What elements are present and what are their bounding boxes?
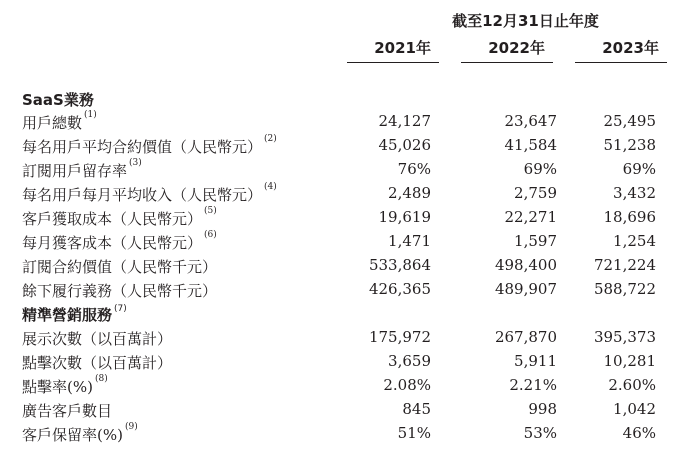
value-2022: 2,759	[514, 184, 557, 202]
year-2021-header: 2021年	[374, 39, 431, 57]
value-2023: 3,432	[613, 184, 656, 202]
value-2022: 267,870	[494, 328, 557, 346]
value-2021: 3,659	[388, 352, 431, 370]
table-row	[0, 208, 695, 232]
year-2022-underline	[461, 62, 553, 63]
value-2021: 1,471	[388, 232, 431, 250]
value-2023: 46%	[622, 424, 656, 442]
row-label: 展示次數（以百萬計）	[22, 330, 173, 348]
value-2021: 2.08%	[383, 376, 431, 394]
value-2022: 498,400	[494, 256, 557, 274]
table-row	[0, 376, 695, 400]
value-2023: 588,722	[593, 280, 656, 298]
value-2023: 1,254	[613, 232, 656, 250]
table-row	[0, 160, 695, 184]
value-2023: 395,373	[593, 328, 656, 346]
value-2023: 69%	[622, 160, 656, 178]
row-label: 客戶獲取成本（人民幣元） $^{(5)}$	[22, 206, 217, 228]
value-2022: 1,597	[514, 232, 557, 250]
value-2022: 22,271	[504, 208, 557, 226]
section-title-saas: SaaS業務	[22, 91, 94, 109]
row-label: 點擊率(%) $^{(8)}$	[22, 374, 108, 396]
value-2022: 23,647	[504, 112, 557, 130]
value-2022: 69%	[523, 160, 557, 178]
value-2023: 18,696	[603, 208, 656, 226]
row-label: 每名用戶平均合約價值（人民幣元） $^{(2)}$	[22, 134, 277, 156]
row-label: 每月獲客成本（人民幣元） $^{(6)}$	[22, 230, 217, 252]
table-row	[0, 280, 695, 304]
value-2021: 76%	[397, 160, 431, 178]
value-2021: 175,972	[368, 328, 431, 346]
table-row	[0, 256, 695, 280]
value-2021: 19,619	[378, 208, 431, 226]
value-2021: 24,127	[378, 112, 431, 130]
value-2022: 53%	[523, 424, 557, 442]
table-row	[0, 424, 695, 448]
row-label: 點擊次數（以百萬計）	[22, 354, 173, 372]
row-label: 餘下履行義務（人民幣千元）	[22, 282, 218, 300]
value-2023: 51,238	[603, 136, 656, 154]
table-row	[0, 232, 695, 256]
value-2022: 2.21%	[509, 376, 557, 394]
period-title: 截至12月31日止年度	[452, 12, 599, 30]
year-2022-header: 2022年	[488, 39, 545, 57]
table-row	[0, 328, 695, 352]
section-title-precision-marketing: 精準營銷服務 $^{(7)}$	[22, 304, 127, 324]
table-row	[0, 112, 695, 136]
table-row	[0, 400, 695, 424]
value-2023: 25,495	[603, 112, 656, 130]
value-2021: 426,365	[368, 280, 431, 298]
value-2023: 1,042	[613, 400, 656, 418]
row-label: 訂閱合約價值（人民幣千元）	[22, 258, 218, 276]
value-2022: 41,584	[504, 136, 557, 154]
value-2021: 51%	[397, 424, 431, 442]
value-2023: 721,224	[593, 256, 656, 274]
table-row	[0, 352, 695, 376]
value-2023: 2.60%	[608, 376, 656, 394]
value-2022: 998	[528, 400, 557, 418]
value-2021: 45,026	[378, 136, 431, 154]
row-label: 訂閱用戶留存率 $^{(3)}$	[22, 158, 142, 180]
row-label: 客戶保留率(%) $^{(9)}$	[22, 422, 138, 444]
table-row	[0, 136, 695, 160]
year-2023-header: 2023年	[602, 39, 659, 57]
table-row	[0, 184, 695, 208]
year-2023-underline	[575, 62, 667, 63]
value-2021: 2,489	[388, 184, 431, 202]
row-label: 廣告客戶數目	[22, 402, 113, 420]
row-label: 用戶總數 $^{(1)}$	[22, 110, 97, 132]
row-label: 每名用戶每月平均收入（人民幣元） $^{(4)}$	[22, 182, 277, 204]
value-2022: 489,907	[494, 280, 557, 298]
year-2021-underline	[347, 62, 439, 63]
year-header-row	[0, 37, 695, 59]
value-2022: 5,911	[514, 352, 557, 370]
value-2023: 10,281	[603, 352, 656, 370]
value-2021: 845	[402, 400, 431, 418]
value-2021: 533,864	[368, 256, 431, 274]
